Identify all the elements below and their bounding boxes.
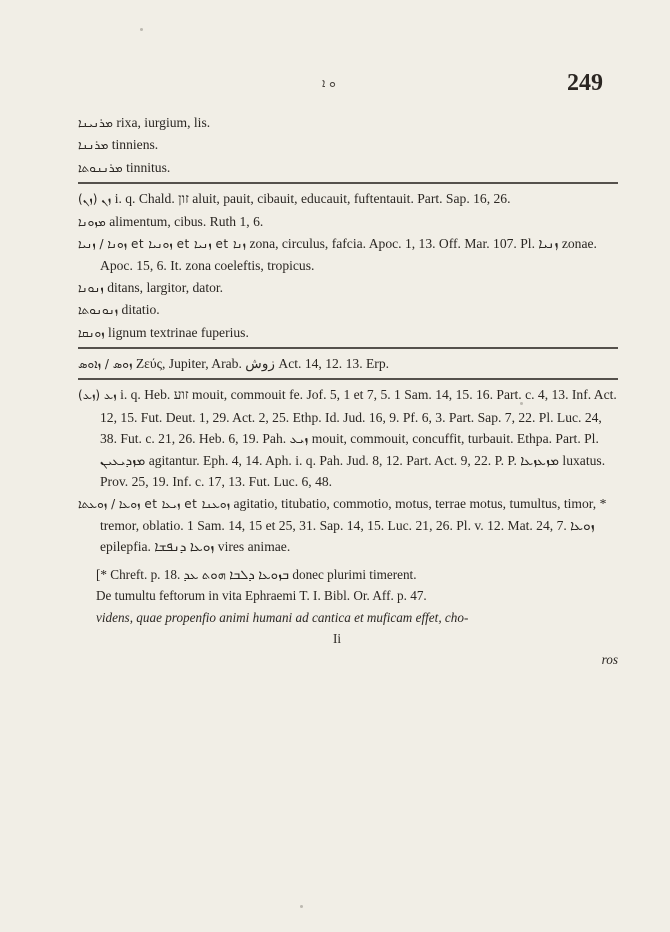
entry: [78, 277, 618, 299]
entry-gloss: ditatio.: [121, 302, 160, 318]
page-number: 249: [567, 70, 603, 96]
entry-gloss: i. q. Chald. זון aluit, pauit, cibauit, educauit, fuftentauit. Part. Sap. 16, 26.: [114, 191, 511, 207]
syriac-headword: ܡܪܢܢܐ: [78, 138, 109, 153]
entry: [78, 157, 618, 179]
syriac-headword: (ܙܢ) ܙܢ: [78, 192, 112, 207]
syriac-headword: ܙܘܣ / ܙܐܘܣ: [78, 357, 133, 372]
signature-mark: Ii: [332, 630, 342, 646]
entry-gloss: alimentum, cibus. Ruth 1, 6.: [109, 213, 264, 229]
catchword: ros: [601, 652, 618, 668]
entry-gloss: ditans, largitor, dator.: [107, 279, 224, 295]
entry: [78, 188, 618, 210]
syriac-headword: ܙܘܢܐ / ܙܢܝܐ et ܙܘܢܝܐ et ܙܢܝܐ et ܙܢܐ: [78, 237, 247, 252]
section-divider: [78, 378, 618, 380]
entry-gloss: rixa, iurgium, lis.: [116, 115, 211, 130]
entry: [78, 493, 618, 558]
entry-gloss: lignum textrinae fuperius.: [108, 324, 249, 340]
entry: [78, 384, 618, 492]
entry-gloss: i. q. Heb. זוע mouit, commouit fe. Jof. 5, 1 et 7, 5. 1 Sam. 14, 15. 16. Part. c. 4, 13. Inf. Act. 12, 15. Fut. Deut. 1, 29. Act. 2, 25. Ethp. Id. Jud. 16, 9. Pf. 6, 3. Part. Sap. 7, 22. Pl. Luc. 24, 38. Fut. c. 21, 26. Heb. 6, 19. Pah. ܙܝܥ mouit, commouit, concuffit, turbauit. Ethpa. Part. Pl. ܡܙܕܝܥܝܢ agitantur. Eph. 4, 14. Aph. i. q. Pah. Jud. 8, 12. Part. Act. 9, 22. P. P. ܡܙܥܙܥܐ luxatus. Prov. 25, 19. Inf. c. 17, 13. Fut. Luc. 6, 48.: [100, 387, 617, 490]
syriac-headword: ܡܪܢܢܘܬܐ: [78, 160, 123, 175]
syriac-headword: (ܙܥ) ܙܥ: [78, 388, 117, 403]
syriac-headword: ܡܪܢܝܢܐ: [78, 116, 113, 130]
entry-gloss: tinnitus.: [126, 159, 171, 175]
entry: [78, 134, 618, 156]
entry-gloss: tinniens.: [111, 137, 159, 153]
footnote-line: De tumultu feftorum in vita Ephraemi T. I. Bibl. Or. Aff. p. 47.: [96, 588, 427, 604]
syriac-headword: ܡܙܘܢܐ: [78, 214, 106, 229]
section-divider: [78, 347, 618, 349]
entry-gloss: agitatio, titubatio, commotio, motus, terrae motus, tumultus, timor, * tremor, oblatio. 1 Sam. 14, 15 et 25, 31. Sap. 14, 15. Luc. 21, 26. Pl. v. 12. Mat. 24, 7. ܙܘܥܐ epilepfia. ܙܘܥܐ ܕܢܦܫܐ vires animae.: [100, 495, 607, 555]
paper-speck: [520, 402, 523, 405]
syriac-headword: ܙܘܥܐ / ܙܘܥܬܐ et ܙܝܥܐ et ܙܘܥܢܐ: [78, 496, 231, 511]
dictionary-text: [78, 112, 618, 671]
entry-gloss: zona, circulus, fafcia. Apoc. 1, 13. Off. Mar. 107. Pl. ܙܢܝܐ zonae. Apoc. 15, 6. It. zona coeleftis, tropicus.: [100, 236, 597, 274]
syriac-running-head: ܘ ܐ: [322, 76, 336, 90]
paper-speck: [300, 905, 303, 908]
entry: [78, 112, 618, 134]
paper-speck: [140, 28, 143, 31]
entry: [78, 211, 618, 233]
entry: [78, 353, 618, 375]
footnote-line: videns, quae propenfio animi humani ad cantica et muficam effet, cho-: [96, 609, 469, 625]
entry: [78, 299, 618, 321]
section-divider: [78, 182, 618, 184]
entry: [78, 233, 618, 277]
footnote-line: [* Chreft. p. 18. ܒܙܘܥܐ ܕܠܒܐ ܗܘܬ ܥܕ donec plurimi timerent.: [96, 566, 417, 582]
entry: [78, 322, 618, 344]
syriac-headword: ܙܢܘܢܘܬܐ: [78, 303, 119, 318]
footnote: [78, 564, 618, 671]
entry-gloss: Ζεύς, Jupiter, Arab. زوش Act. 14, 12. 13. Erp.: [135, 356, 390, 372]
syriac-headword: ܙܢܘܢܐ: [78, 280, 104, 295]
syriac-headword: ܙܘܢܩܐ: [78, 325, 105, 340]
